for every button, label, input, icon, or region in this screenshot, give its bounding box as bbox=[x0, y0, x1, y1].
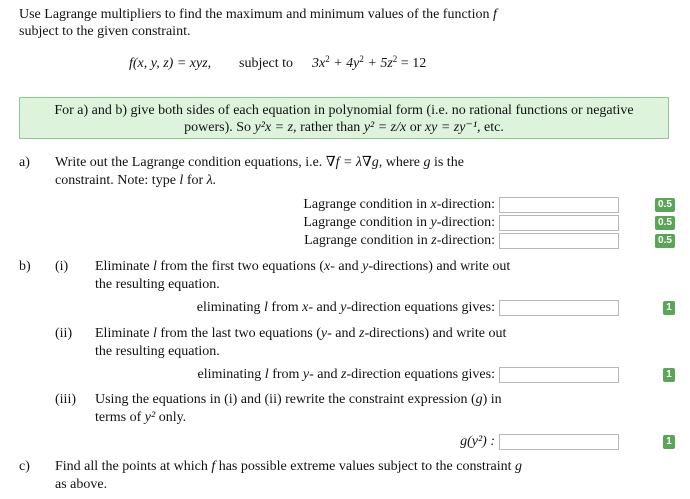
eliminate-yz-input[interactable] bbox=[499, 367, 619, 383]
eliminate-xy-input[interactable] bbox=[499, 300, 619, 316]
part-b-iii-field-label: g(y²) : bbox=[460, 434, 495, 449]
part-b-iii-text-2: terms of y² only. bbox=[95, 410, 187, 425]
problem-function: f(x, y, z) = xyz, bbox=[129, 56, 212, 71]
part-b-i-text-2: the resulting equation. bbox=[95, 277, 220, 292]
score-badge-lagrange-x: 0.5 bbox=[655, 198, 675, 212]
part-c-text-1: Find all the points at which f has possible extreme values subject to the constraint g bbox=[55, 459, 522, 474]
part-c-label: c) bbox=[19, 459, 30, 474]
part-b-label: b) bbox=[19, 259, 31, 274]
lagrange-y-input[interactable] bbox=[499, 215, 619, 231]
intro-line-1: Use Lagrange multipliers to find the maximum and minimum values of the function f bbox=[19, 7, 497, 22]
part-b-i-field-label: eliminating l from x- and y-direction equations gives: bbox=[196, 300, 495, 315]
lagrange-x-label: Lagrange condition in x-direction: bbox=[303, 197, 495, 212]
hint-line-1: For a) and b) give both sides of each equation in polynomial form (i.e. no rational functions or negative bbox=[54, 103, 634, 118]
part-b-ii-text-1: Eliminate l from the last two equations (y- and z-directions) and write out bbox=[95, 326, 507, 341]
score-badge-lagrange-z: 0.5 bbox=[655, 234, 675, 248]
part-a-text-2: constraint. Note: type l for λ. bbox=[55, 173, 217, 188]
hint-box bbox=[19, 97, 669, 139]
part-a-label: a) bbox=[19, 155, 30, 170]
part-b-ii-field-label: eliminating l from y- and z-direction equations gives: bbox=[197, 367, 495, 382]
constraint-in-y2-input[interactable] bbox=[499, 434, 619, 450]
part-b-i-number: (i) bbox=[55, 259, 69, 274]
hint-line-2: powers). So y²x = z, rather than y² = z/x or xy = zy⁻¹, etc. bbox=[184, 120, 504, 135]
score-badge-b-ii: 1 bbox=[663, 368, 675, 382]
lagrange-x-input[interactable] bbox=[499, 197, 619, 213]
part-b-iii-text-1: Using the equations in (i) and (ii) rewrite the constraint expression (g) in bbox=[95, 392, 502, 407]
part-b-iii-number: (iii) bbox=[55, 392, 76, 407]
problem-constraint: $3x^2 + 4y^2 + 5z^2 = 12$ bbox=[312, 54, 427, 71]
score-badge-b-i: 1 bbox=[663, 301, 675, 315]
part-a-text-1: Write out the Lagrange condition equations, i.e. ∇f = λ∇g, where g is the bbox=[55, 155, 464, 170]
lagrange-y-label: Lagrange condition in y-direction: bbox=[303, 215, 495, 230]
score-badge-lagrange-y: 0.5 bbox=[655, 216, 675, 230]
part-b-ii-number: (ii) bbox=[55, 326, 73, 341]
part-c-text-2: as above. bbox=[55, 477, 108, 492]
intro-line-2: subject to the given constraint. bbox=[19, 24, 191, 39]
problem-subject-to: subject to bbox=[239, 56, 294, 71]
part-b-i-text-1: Eliminate l from the first two equations (x- and y-directions) and write out bbox=[95, 259, 511, 274]
lagrange-z-label: Lagrange condition in z-direction: bbox=[304, 233, 495, 248]
lagrange-z-input[interactable] bbox=[499, 233, 619, 249]
part-b-ii-text-2: the resulting equation. bbox=[95, 344, 220, 359]
score-badge-b-iii: 1 bbox=[663, 435, 675, 449]
